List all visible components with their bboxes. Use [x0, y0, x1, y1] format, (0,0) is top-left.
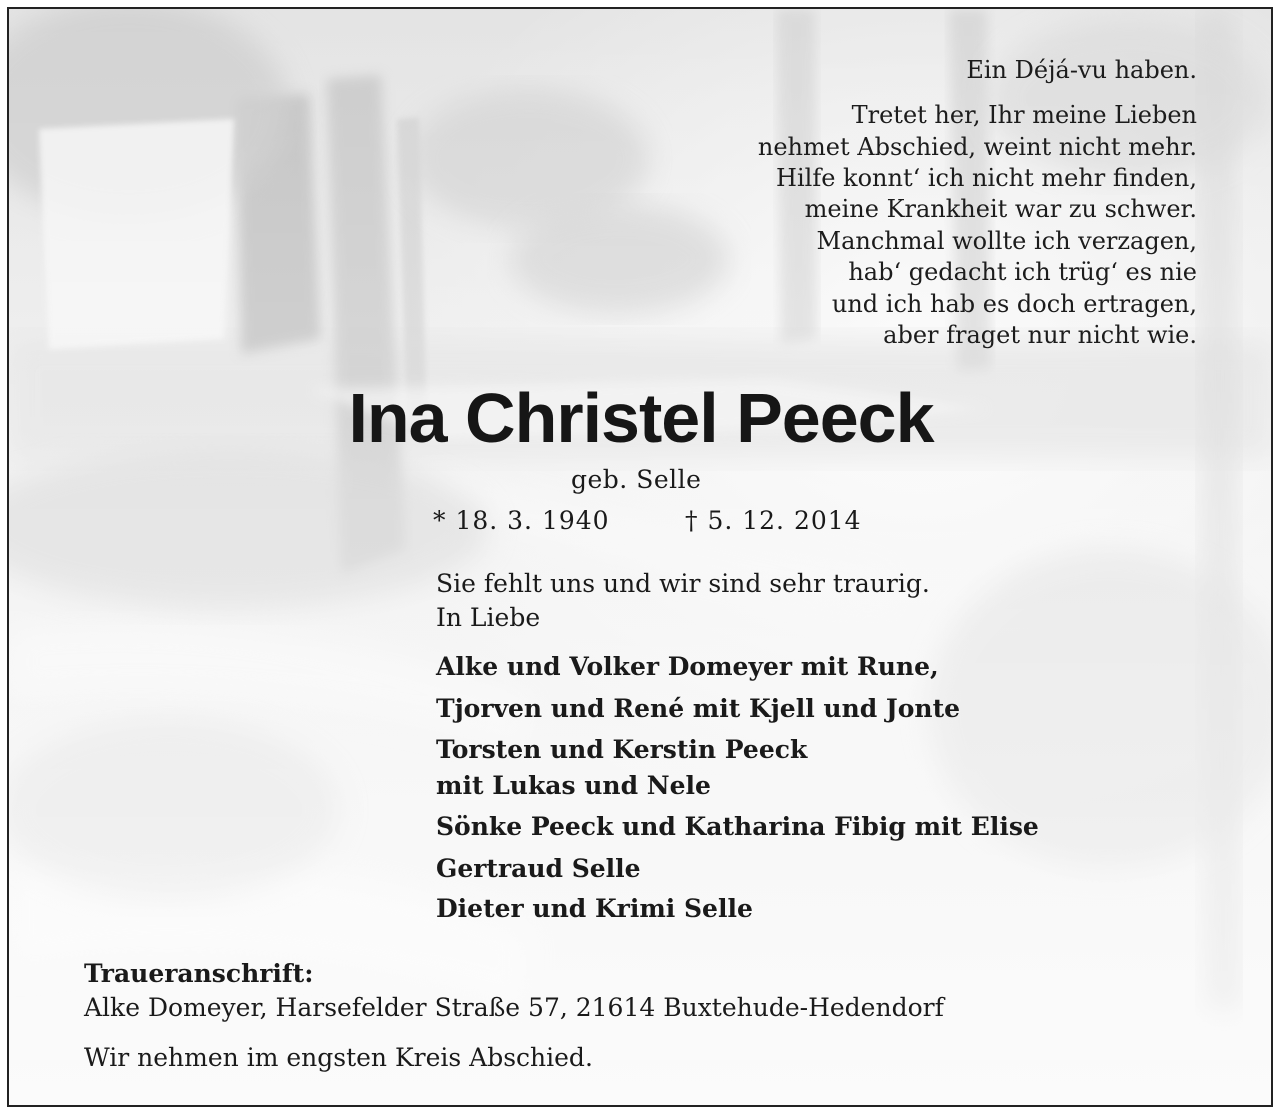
poem-line: nehmet Abschied, weint nicht mehr. [757, 133, 1197, 161]
mourning-message: Sie fehlt uns und wir sind sehr traurig. [436, 569, 930, 598]
mourner-line: Dieter und Krimi Selle [436, 894, 753, 923]
deceased-name: Ina Christel Peeck [348, 379, 934, 457]
mourner-line: Alke und Volker Domeyer mit Rune, [436, 652, 939, 681]
address-heading: Traueranschrift: [84, 959, 314, 988]
poem-heading: Ein Déjá-vu haben. [966, 56, 1197, 84]
closing-line: Wir nehmen im engsten Kreis Abschied. [84, 1043, 593, 1072]
poem-line: Tretet her, Ihr meine Lieben [851, 101, 1197, 129]
mourner-line: Tjorven und René mit Kjell und Jonte [436, 694, 961, 723]
poem-line: meine Krankheit war zu schwer. [804, 195, 1197, 223]
mourner-line: Torsten und Kerstin Peeck [436, 735, 808, 764]
poem-line: aber fraget nur nicht wie. [883, 321, 1197, 349]
poem-line: Hilfe konnt‘ ich nicht mehr finden, [776, 164, 1197, 192]
mourner-line: Gertraud Selle [436, 854, 641, 883]
birth-date: * 18. 3. 1940 [433, 506, 610, 535]
in-love-line: In Liebe [436, 603, 541, 632]
poem-line: und ich hab es doch ertragen, [831, 290, 1197, 318]
mourner-line: mit Lukas und Nele [436, 771, 711, 800]
poem-line: Manchmal wollte ich verzagen, [816, 227, 1197, 255]
address-text: Alke Domeyer, Harsefelder Straße 57, 21614 Buxtehude-Hedendorf [84, 993, 944, 1022]
poem-line: hab‘ gedacht ich trüg‘ es nie [848, 258, 1197, 286]
birth-name: geb. Selle [571, 465, 702, 494]
obituary-notice [7, 7, 1273, 1107]
death-date: † 5. 12. 2014 [685, 506, 862, 535]
mourner-line: Sönke Peeck und Katharina Fibig mit Elise [436, 812, 1039, 841]
